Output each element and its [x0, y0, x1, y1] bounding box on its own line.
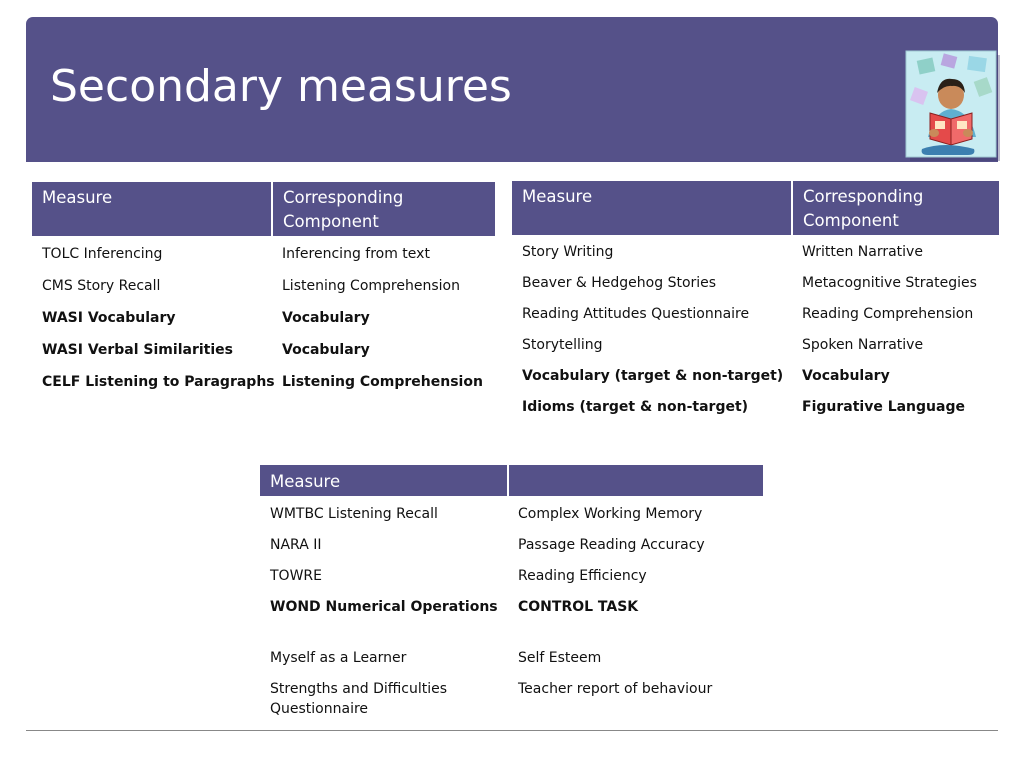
table-row — [512, 392, 999, 423]
component-cell: Reading Efficiency — [518, 568, 647, 584]
measure-cell: Reading Attitudes Questionnaire — [522, 306, 750, 322]
title-bar — [26, 17, 998, 162]
component-cell: Vocabulary — [282, 310, 370, 326]
measure-cell: Storytelling — [522, 337, 603, 353]
header-measure: Measure — [260, 465, 508, 496]
measure-cell: CELF Listening to Paragraphs — [42, 374, 275, 390]
table-row — [260, 593, 763, 624]
table-row — [32, 236, 495, 271]
component-cell: Self Esteem — [518, 650, 602, 666]
table-row — [512, 330, 999, 361]
table-right — [512, 181, 999, 423]
table-header-row — [32, 182, 495, 236]
measure-cell: WMTBC Listening Recall — [270, 506, 438, 522]
measure-cell: NARA II — [270, 537, 322, 553]
spacer-cell — [260, 624, 508, 644]
measure-cell: WASI Verbal Similarities — [42, 342, 233, 358]
component-cell: Metacognitive Strategies — [802, 275, 977, 291]
table-row — [32, 367, 495, 399]
component-cell: Passage Reading Accuracy — [518, 537, 705, 553]
table-row — [260, 675, 763, 719]
header-component: Corresponding Component — [792, 181, 999, 235]
component-cell: Figurative Language — [802, 399, 965, 415]
table-bottom — [260, 465, 763, 719]
child-reading-book-icon — [904, 49, 1004, 167]
component-cell: Listening Comprehension — [282, 278, 460, 294]
spacer-cell — [508, 624, 763, 644]
measure-cell: TOLC Inferencing — [42, 246, 163, 262]
component-cell: Inferencing from text — [282, 246, 430, 262]
footer-divider — [26, 730, 998, 731]
component-cell: Spoken Narrative — [802, 337, 924, 353]
component-cell: Written Narrative — [802, 244, 923, 260]
table-row — [260, 562, 763, 593]
measure-cell: Idioms (target & non-target) — [522, 399, 749, 415]
component-cell: Listening Comprehension — [282, 374, 483, 390]
measure-cell: TOWRE — [270, 568, 322, 584]
table-row — [32, 335, 495, 367]
measure-cell: CMS Story Recall — [42, 278, 161, 294]
table-row — [32, 303, 495, 335]
measure-cell: Myself as a Learner — [270, 650, 407, 666]
measure-cell: Story Writing — [522, 244, 614, 260]
table-row — [512, 299, 999, 330]
component-cell: Teacher report of behaviour — [518, 681, 713, 697]
component-cell: Vocabulary — [802, 368, 890, 384]
measure-cell: Strengths and Difficulties Questionnaire — [270, 681, 448, 717]
table-row — [512, 361, 999, 392]
table-row — [260, 531, 763, 562]
table-row — [512, 268, 999, 299]
slide-title: Secondary measures — [50, 61, 512, 112]
header-measure: Measure — [512, 181, 792, 235]
measure-cell: WOND Numerical Operations — [270, 599, 498, 615]
header-component — [508, 465, 763, 496]
component-cell: Vocabulary — [282, 342, 370, 358]
table-spacer-row — [260, 624, 763, 644]
measure-cell: WASI Vocabulary — [42, 310, 176, 326]
header-measure: Measure — [32, 182, 272, 236]
header-component: Corresponding Component — [272, 182, 495, 236]
table-row — [512, 235, 999, 268]
table-header-row — [512, 181, 999, 235]
measure-cell: Beaver & Hedgehog Stories — [522, 275, 717, 291]
component-cell: Complex Working Memory — [518, 506, 703, 522]
component-cell: CONTROL TASK — [518, 599, 639, 615]
table-left — [32, 182, 495, 399]
table-row — [260, 496, 763, 531]
table-header-row — [260, 465, 763, 496]
clipart-illustration — [904, 49, 1004, 167]
table-row — [32, 271, 495, 303]
table-row — [260, 644, 763, 675]
component-cell: Reading Comprehension — [802, 306, 974, 322]
measure-cell: Vocabulary (target & non-target) — [522, 368, 784, 384]
